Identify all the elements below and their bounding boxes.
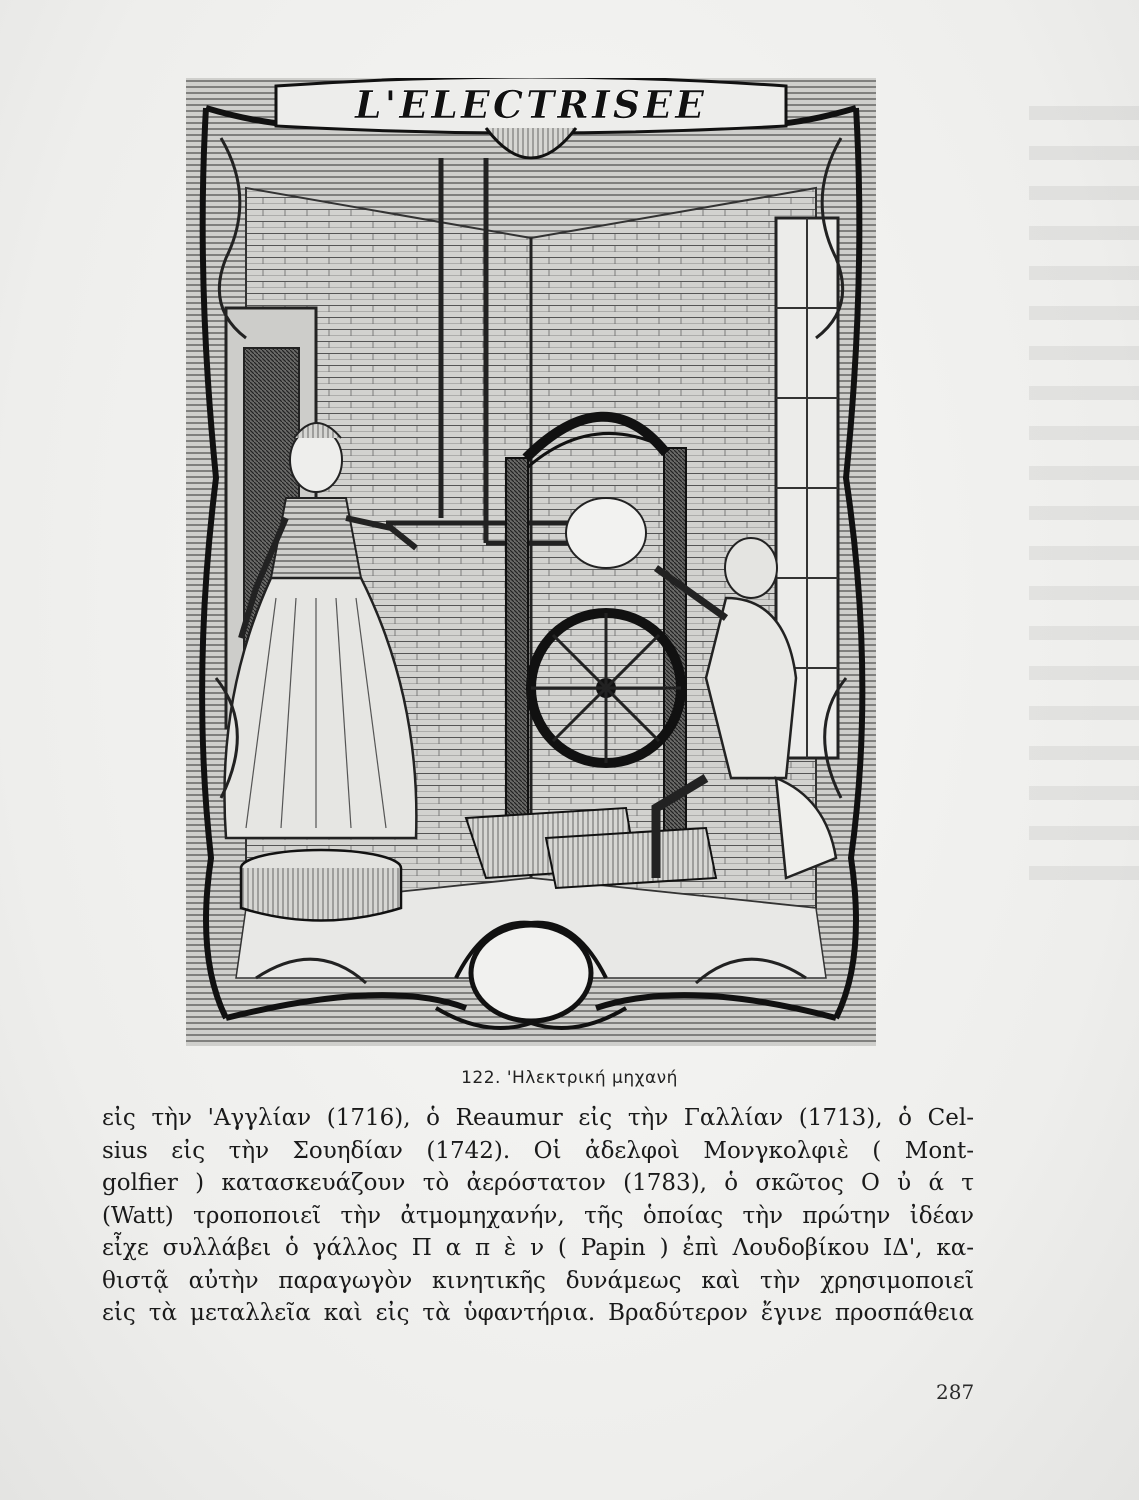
figure-caption: 122. 'Ηλεκτρική μηχανή — [461, 1068, 678, 1088]
bleed-through-shadow — [1029, 80, 1139, 880]
text-line: εἰς τὰ μεταλλεῖα καὶ εἰς τὰ ὑφαντήρια. Βραδύτερον ἔγινε προσπάθεια — [102, 1300, 974, 1326]
text-line: εἰς τὴν 'Αγγλίαν (1716), ὁ Reaumur εἰς τὴν Γαλλίαν (1713), ὁ Cel- — [102, 1105, 974, 1131]
text-line: golfier ) κατασκευάζουν τὸ ἀερόστατον (1783), ὁ σκῶτος Ο ὐ ά τ — [102, 1170, 974, 1196]
engraving-title: L'ELECTRISEE — [354, 82, 708, 127]
text-line: (Watt) τροποποιεῖ τὴν ἀτμομηχανήν, τῆς ὁποίας τὴν πρώτην ἰδέαν — [102, 1202, 974, 1229]
text-line: sius εἰς τὴν Σουηδίαν (1742). Οἱ ἀδελφοὶ Μονγκολφιὲ ( Mont- — [102, 1137, 974, 1164]
text-line: θιστᾷ αὐτὴν παραγωγὸν κινητικῆς δυνάμεως καὶ τὴν χρησιμοποιεῖ — [102, 1267, 974, 1294]
engraving-illustration — [186, 78, 876, 1046]
text-line: εἶχε συλλάβει ὁ γάλλος Π α π ὲ ν ( Papin ) ἐπὶ Λουδοβίκου ΙΔ', κα- — [102, 1235, 974, 1261]
body-paragraph — [102, 1102, 974, 1330]
page-number: 287 — [936, 1380, 975, 1404]
